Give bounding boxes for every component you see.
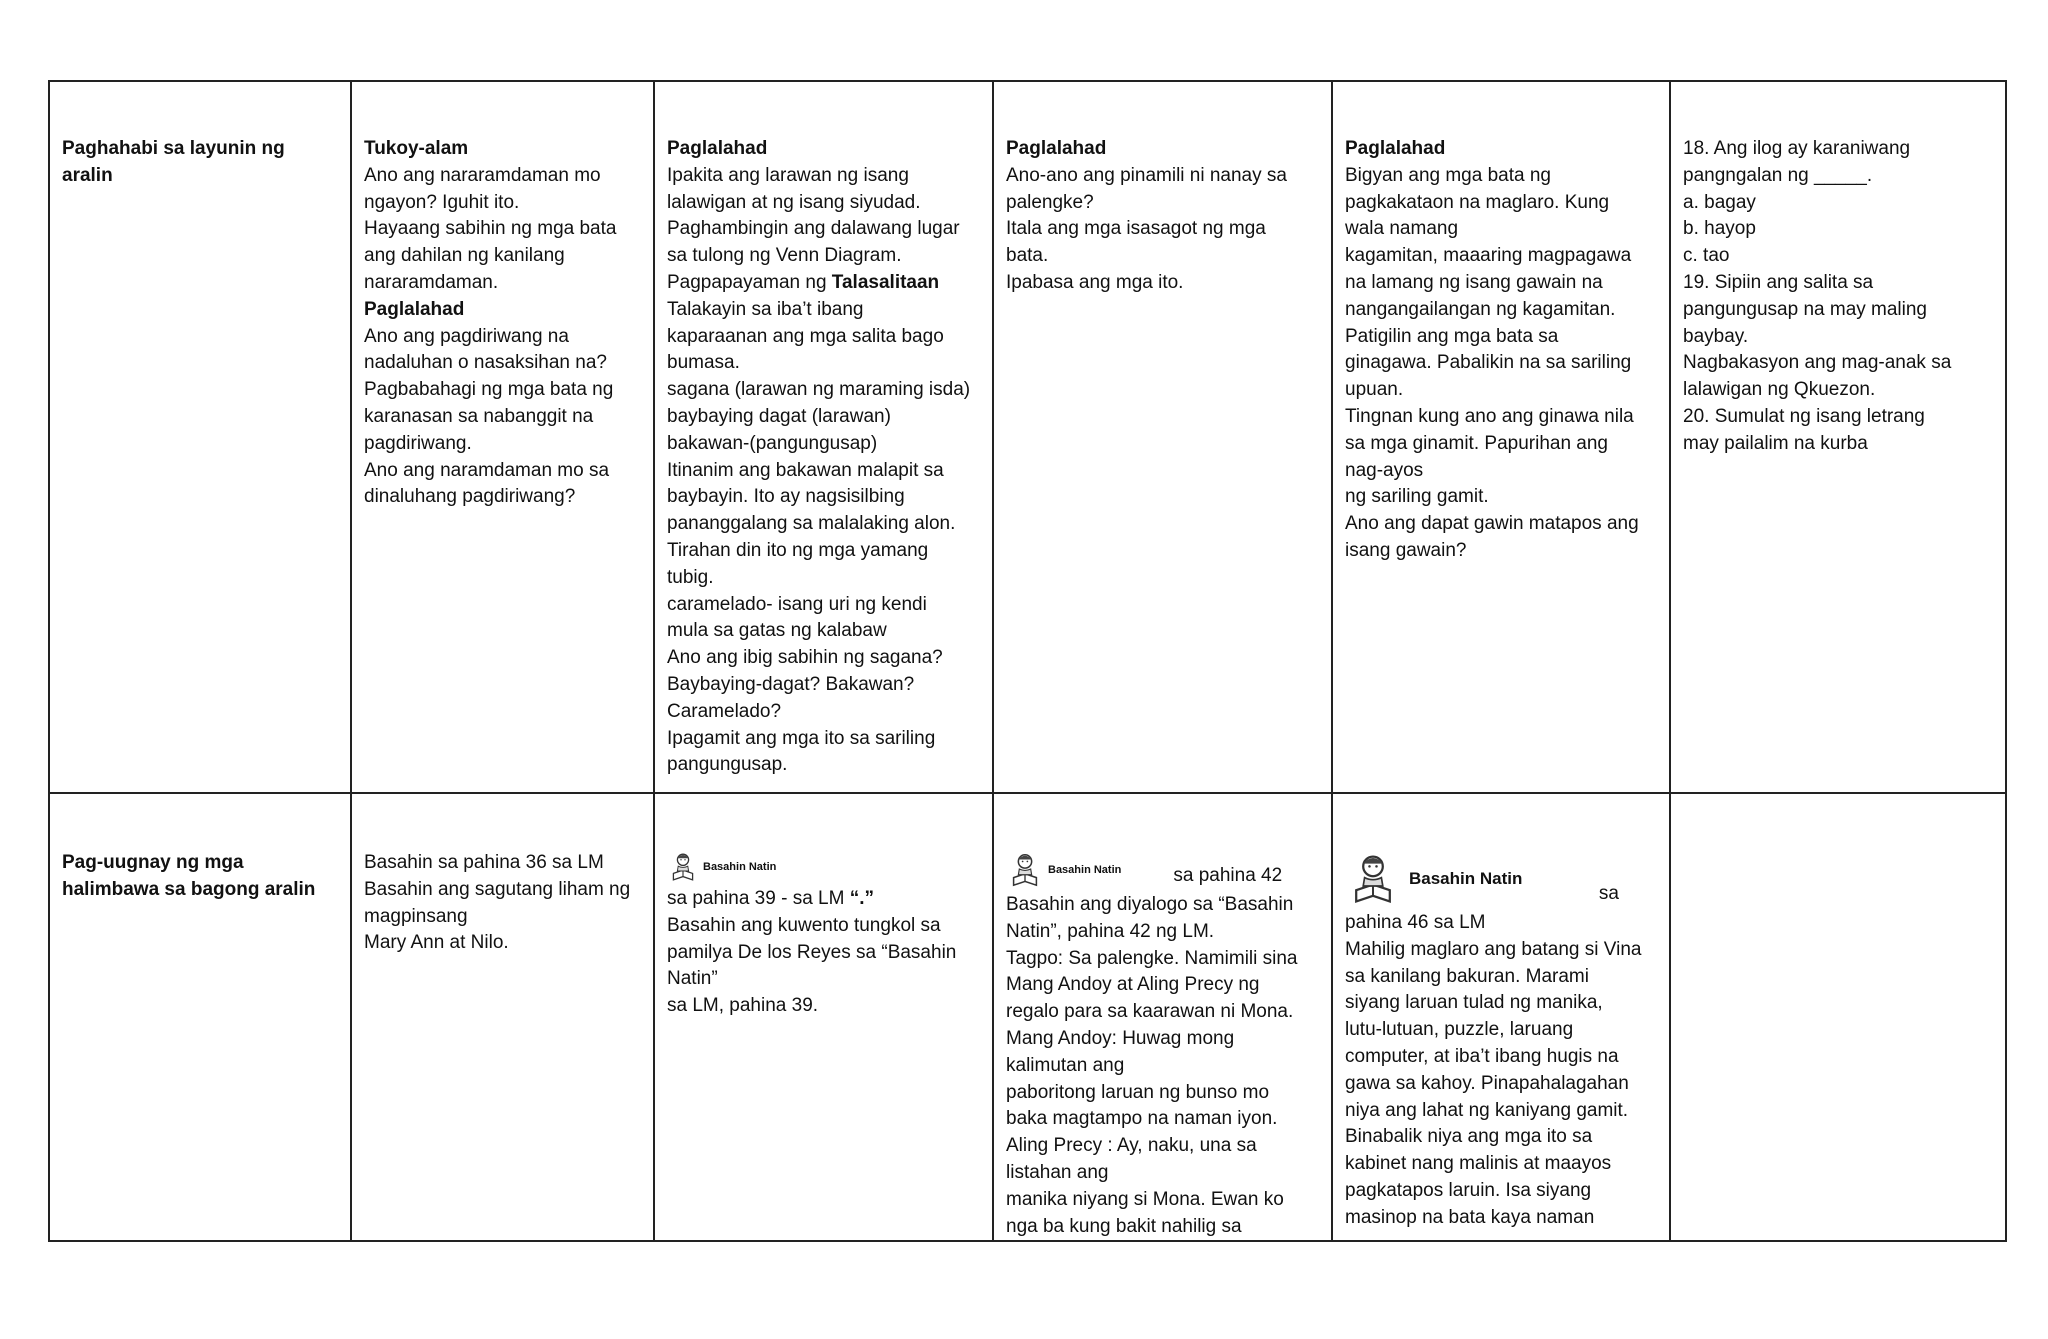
text-line	[1345, 484, 1659, 511]
text-line	[667, 913, 982, 940]
text-line	[1345, 937, 1659, 964]
text-line	[1345, 297, 1659, 324]
section-heading	[1006, 136, 1321, 163]
line-text: Ipakita ang larawan ng isang	[667, 164, 909, 186]
table-cell	[993, 81, 1332, 793]
cell-text	[352, 794, 653, 957]
line-text: Binabalik niya ang mga ito sa	[1345, 1126, 1593, 1148]
text-line	[667, 672, 982, 699]
line-text: nag-ayos	[1345, 459, 1424, 481]
line-text: baybayin. Ito ay nagsisilbing	[667, 486, 905, 508]
text-line	[667, 324, 982, 351]
line-text: sa LM, pahina 39.	[667, 995, 819, 1017]
text-line	[667, 377, 982, 404]
line-text: magpinsang	[364, 905, 468, 927]
text-line	[1006, 1160, 1321, 1187]
line-text: c. tao	[1683, 245, 1730, 267]
basahin-natin-stamp	[667, 850, 982, 884]
text-line	[1345, 511, 1659, 538]
text-line	[667, 538, 982, 565]
line-text: sagana (larawan ng maraming isda)	[667, 379, 971, 401]
text-line	[1683, 270, 1995, 297]
text-line	[1006, 1080, 1321, 1107]
line-text: Paglalahad	[1345, 138, 1446, 159]
line-text: a. bagay	[1683, 191, 1756, 213]
line-text: bata.	[1006, 245, 1049, 267]
cell-text	[655, 794, 992, 1020]
text-line	[364, 270, 643, 297]
line-text: regalo para sa kaarawan ni Mona.	[1006, 1001, 1294, 1023]
text-line	[1006, 1133, 1321, 1160]
stamp-label: Basahin Natin	[1048, 863, 1122, 876]
text-line	[667, 458, 982, 485]
table-cell	[993, 793, 1332, 1241]
text-line	[1006, 163, 1321, 190]
table-cell	[351, 81, 654, 793]
text-line	[667, 190, 982, 217]
text-line	[1345, 1124, 1659, 1151]
text-line	[1345, 964, 1659, 991]
line-text: computer, at iba’t ibang hugis na	[1345, 1045, 1619, 1067]
line-text: Mang Andoy at Aling Precy ng	[1006, 974, 1260, 996]
line-text: Tingnan kung ano ang ginawa nila	[1345, 405, 1634, 427]
row-label: Pag-uugnay ng mga halimbawa sa bagong aralin	[62, 852, 316, 900]
line-text: Mahilig maglaro ang batang si Vina	[1345, 938, 1642, 960]
line-text: tubig.	[667, 566, 714, 588]
text-line	[1683, 216, 1995, 243]
line-text: Natin”, pahina 42 ng LM.	[1006, 920, 1215, 942]
line-text: 20. Sumulat ng isang letrang	[1683, 405, 1925, 427]
line-text: listahan ang	[1006, 1161, 1109, 1183]
text-line	[667, 404, 982, 431]
line-text: na lamang ng isang gawain na	[1345, 271, 1603, 293]
line-text: wala namang	[1345, 218, 1459, 240]
section-heading	[364, 297, 643, 324]
text-line	[364, 377, 643, 404]
text-line	[1345, 1205, 1659, 1232]
line-text: karanasan sa nabanggit na	[364, 405, 594, 427]
text-line	[1006, 946, 1321, 973]
text-line	[667, 484, 982, 511]
text-line	[1683, 404, 1995, 431]
text-line	[1345, 1044, 1659, 1071]
text-line	[364, 243, 643, 270]
line-text: Nagbakasyon ang mag-anak sa	[1683, 352, 1952, 374]
text-line	[1006, 892, 1321, 919]
cell-text	[1333, 794, 1669, 1232]
line-text: Mang Andoy: Huwag mong	[1006, 1027, 1235, 1049]
text-line	[667, 511, 982, 538]
text-line	[364, 877, 643, 904]
line-text: caramelado- isang uri ng kendi	[667, 593, 927, 615]
text-line	[667, 940, 982, 967]
line-text: kagamitan, maaaring magpagawa	[1345, 245, 1632, 267]
line-text: masinop na bata kaya naman	[1345, 1206, 1595, 1228]
text-line	[1345, 350, 1659, 377]
text-line	[1345, 1178, 1659, 1205]
line-text: may pailalim na kurba	[1683, 432, 1868, 454]
text-line	[364, 216, 643, 243]
cell-text	[655, 82, 992, 779]
line-text: b. hayop	[1683, 218, 1756, 240]
line-text: Paglalahad	[364, 298, 465, 320]
stamp-tail-text: sa pahina 42	[1173, 865, 1283, 887]
line-text: baka magtampo na naman iyon.	[1006, 1108, 1278, 1130]
cell-text	[1671, 82, 2005, 458]
text-line	[1345, 243, 1659, 270]
text-line	[1006, 190, 1321, 217]
line-text: Natin”	[667, 968, 718, 990]
text-line	[364, 404, 643, 431]
reading-child-icon	[667, 851, 699, 883]
text-line	[364, 904, 643, 931]
line-text: Patigilin ang mga bata sa	[1345, 325, 1559, 347]
line-text: sa mga ginamit. Papurihan ang	[1345, 432, 1608, 454]
line-text: Ano ang naramdaman mo sa	[364, 459, 610, 481]
line-text: Ano ang nararamdaman mo	[364, 164, 601, 186]
text-line	[1683, 431, 1995, 458]
line-text: ngayon? Iguhit ito.	[364, 191, 520, 213]
line-text: sa pahina 39 - sa LM	[667, 888, 850, 909]
text-line	[1345, 190, 1659, 217]
line-text: pamilya De los Reyes sa “Basahin	[667, 941, 957, 963]
line-text: Ano ang dapat gawin matapos ang	[1345, 513, 1639, 535]
basahin-natin-stamp	[1006, 850, 1321, 890]
row-label-cell	[49, 793, 351, 1241]
line-text: siyang laruan tulad ng manika,	[1345, 992, 1603, 1014]
section-heading	[364, 136, 643, 163]
text-line	[667, 350, 982, 377]
line-text: Itala ang mga isasagot ng mga	[1006, 218, 1266, 240]
line-text: Pagpapayaman ng	[667, 271, 832, 293]
line-text: Basahin ang kuwento tungkol sa	[667, 914, 941, 936]
line-text: pahina 46 sa LM	[1345, 912, 1486, 933]
line-text: pangungusap.	[667, 754, 788, 776]
table-cell	[654, 793, 993, 1241]
text-line	[667, 618, 982, 645]
text-line	[364, 324, 643, 351]
line-text: pananggalang sa malalaking alon.	[667, 513, 956, 535]
cell-text	[1671, 794, 2005, 850]
line-text: baybay.	[1683, 325, 1749, 347]
text-line	[364, 484, 643, 511]
text-line	[1006, 1187, 1321, 1214]
line-text: Baybaying-dagat? Bakawan?	[667, 673, 915, 695]
line-text: sa tulong ng Venn Diagram.	[667, 245, 902, 267]
text-line	[364, 190, 643, 217]
text-line	[1006, 216, 1321, 243]
stamp-label: Basahin Natin	[1409, 868, 1523, 888]
table-row	[49, 81, 2006, 793]
line-text: Ipagamit ang mga ito sa sariling	[667, 727, 936, 749]
text-line	[1006, 270, 1321, 297]
line-text: Talakayin sa iba’t ibang	[667, 298, 864, 320]
text-line	[1006, 1053, 1321, 1080]
text-line	[1345, 404, 1659, 431]
text-line	[667, 565, 982, 592]
text-line	[667, 243, 982, 270]
row-label: Paghahabi sa layunin ng aralin	[62, 138, 285, 186]
line-text: Basahin ang sagutang liham ng	[364, 878, 631, 900]
line-text: lalawigan ng Qkuezon.	[1683, 379, 1876, 401]
reading-child-icon	[1345, 851, 1401, 907]
line-text: nadaluhan o nasaksihan na?	[364, 352, 607, 374]
text-line	[1345, 458, 1659, 485]
line-text: Paglalahad	[667, 138, 768, 159]
text-line	[667, 297, 982, 324]
line-text: ng sariling gamit.	[1345, 486, 1489, 508]
text-line	[1006, 972, 1321, 999]
line-text: Ano ang ibig sabihin ng sagana?	[667, 647, 943, 669]
line-text: kabinet nang malinis at maayos	[1345, 1153, 1612, 1175]
line-text: lalawigan at ng isang siyudad.	[667, 191, 921, 213]
reading-child-icon	[1006, 851, 1044, 889]
line-text: Hayaang sabihin ng mga bata	[364, 218, 617, 240]
line-text: kalimutan ang	[1006, 1054, 1125, 1076]
line-text: niya ang lahat ng kaniyang gamit.	[1345, 1099, 1629, 1121]
line-text: Mary Ann at Nilo.	[364, 932, 509, 954]
line-text: bakawan-(pangungusap)	[667, 432, 878, 454]
line-text: pangungusap na may maling	[1683, 298, 1928, 320]
line-text: kaparaanan ang mga salita bago	[667, 325, 944, 347]
table-cell	[1332, 793, 1670, 1241]
cell-text	[352, 82, 653, 511]
table-cell	[1332, 81, 1670, 793]
table-cell	[351, 793, 654, 1241]
bold-term: Talasalitaan	[831, 271, 940, 293]
line-text: sa kanilang bakuran. Marami	[1345, 965, 1589, 987]
text-line	[667, 163, 982, 190]
line-text: paboritong laruan ng bunso mo	[1006, 1081, 1270, 1103]
text-line	[1345, 1071, 1659, 1098]
table-row	[49, 793, 2006, 1241]
text-line	[1345, 1017, 1659, 1044]
text-line	[667, 645, 982, 672]
line-text: Paglalahad	[1006, 138, 1107, 159]
text-line	[667, 592, 982, 619]
line-text: Tukoy-alam	[364, 138, 469, 159]
text-line	[1006, 1026, 1321, 1053]
text-line	[667, 966, 982, 993]
line-text: isang gawain?	[1345, 539, 1467, 561]
table-cell	[1670, 81, 2006, 793]
section-heading	[667, 136, 982, 163]
line-text: Caramelado?	[667, 700, 782, 722]
text-line	[1345, 910, 1659, 937]
text-line	[1345, 1098, 1659, 1125]
table-cell	[1670, 793, 2006, 1241]
line-text: nangangailangan ng kagamitan.	[1345, 298, 1616, 320]
line-text: Tirahan din ito ng mga yamang	[667, 539, 929, 561]
stamp-tail-text: sa	[1598, 883, 1619, 905]
text-line	[1683, 190, 1995, 217]
stamp-label: Basahin Natin	[703, 860, 777, 873]
line-text: Paghambingin ang dalawang lugar	[667, 218, 960, 240]
text-line	[1006, 1214, 1321, 1241]
line-text: pagkakataon na maglaro. Kung	[1345, 191, 1610, 213]
line-text: 18. Ang ilog ay karaniwang	[1683, 138, 1911, 159]
text-line	[667, 216, 982, 243]
text-line	[364, 458, 643, 485]
text-line	[667, 993, 982, 1020]
line-text: Tagpo: Sa palengke. Namimili sina	[1006, 947, 1298, 969]
cell-text	[1333, 82, 1669, 565]
section-heading	[1345, 136, 1659, 163]
text-line	[364, 163, 643, 190]
line-text: Aling Precy : Ay, naku, una sa	[1006, 1135, 1257, 1157]
text-line	[1683, 350, 1995, 377]
line-text: Ipabasa ang mga ito.	[1006, 271, 1184, 293]
line-text: pagdiriwang.	[364, 432, 472, 454]
text-line	[1006, 243, 1321, 270]
text-line	[1006, 999, 1321, 1026]
cell-text	[994, 794, 1331, 1240]
line-text: dinaluhang pagdiriwang?	[364, 486, 576, 508]
line-text: Ano-ano ang pinamili ni nanay sa	[1006, 164, 1287, 186]
line-text: upuan.	[1345, 379, 1404, 401]
text-line	[1345, 377, 1659, 404]
line-text: Pagbabahagi ng mga bata ng	[364, 379, 614, 401]
line-text: manika niyang si Mona. Ewan ko	[1006, 1188, 1284, 1210]
text-line	[1683, 324, 1995, 351]
line-text: Bigyan ang mga bata ng	[1345, 164, 1551, 186]
line-text: ang dahilan ng kanilang	[364, 245, 565, 267]
line-text: lutu-lutuan, puzzle, laruang	[1345, 1019, 1574, 1041]
text-line	[364, 930, 643, 957]
line-text: Ano ang pagdiriwang na	[364, 325, 569, 347]
text-line	[364, 350, 643, 377]
text-line	[1683, 136, 1995, 163]
line-text: Itinanim ang bakawan malapit sa	[667, 459, 944, 481]
line-text: Basahin ang diyalogo sa “Basahin	[1006, 894, 1294, 915]
text-line	[1345, 270, 1659, 297]
text-line	[1345, 431, 1659, 458]
text-line	[1683, 163, 1995, 190]
text-line	[1683, 243, 1995, 270]
text-line	[1683, 297, 1995, 324]
line-text: Basahin sa pahina 36 sa LM	[364, 852, 604, 873]
line-text: baybaying dagat (larawan)	[667, 405, 891, 427]
text-line	[1345, 1151, 1659, 1178]
line-text: bumasa.	[667, 352, 740, 374]
line-text: mula sa gatas ng kalabaw	[667, 620, 887, 642]
line-text: gawa sa kahoy. Pinapahalagahan	[1345, 1072, 1629, 1094]
text-line	[667, 270, 982, 297]
line-text: pangngalan ng _____.	[1683, 164, 1873, 186]
text-line	[667, 752, 982, 779]
basahin-natin-stamp	[1345, 850, 1659, 908]
text-line	[1345, 538, 1659, 565]
text-line	[667, 431, 982, 458]
text-line	[364, 431, 643, 458]
line-text: nararamdaman.	[364, 271, 499, 293]
bold-term: “.”	[849, 888, 874, 909]
text-line	[667, 699, 982, 726]
text-line	[1345, 324, 1659, 351]
text-line	[1683, 377, 1995, 404]
row-label-cell	[49, 81, 351, 793]
line-text: ginagawa. Pabalikin na sa sariling	[1345, 352, 1632, 374]
text-line	[1006, 1106, 1321, 1133]
cell-text	[994, 82, 1331, 297]
line-text: nga ba kung bakit nahilig sa	[1006, 1215, 1242, 1237]
line-text: pagkatapos laruin. Isa siyang	[1345, 1179, 1592, 1201]
text-line	[1006, 919, 1321, 946]
table-cell	[654, 81, 993, 793]
line-text: palengke?	[1006, 191, 1094, 213]
lesson-plan-table	[48, 80, 2007, 1242]
text-line	[1345, 990, 1659, 1017]
text-line	[1345, 216, 1659, 243]
line-text: 19. Sipiin ang salita sa	[1683, 271, 1874, 293]
text-line	[667, 726, 982, 753]
text-line	[1345, 163, 1659, 190]
text-line	[364, 850, 643, 877]
text-line	[667, 886, 982, 913]
